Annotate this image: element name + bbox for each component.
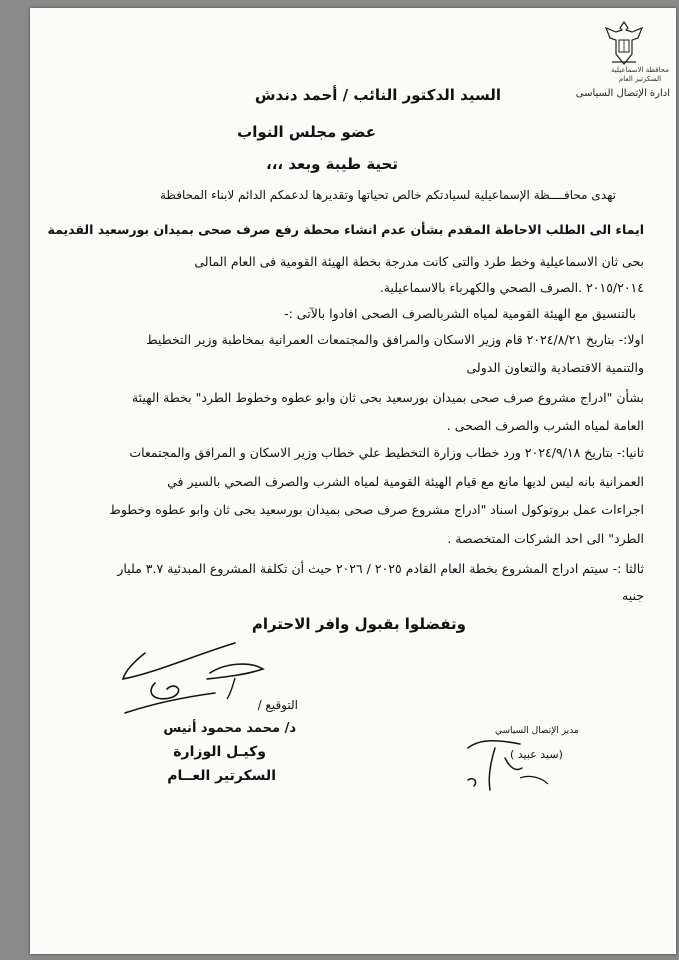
signatory-role-2: السكرتير العــام bbox=[167, 768, 276, 784]
first-point-line-1: اولا:- بتاريخ ٢٠٢٤/٨/٢١ قام وزير الاسكان والمرافق والمجتمعات العمرانية بمخاطبة وزير التخطيط bbox=[146, 332, 644, 347]
coordination-line: بالتنسيق مع الهيئة القومية لمياه الشربالصرف الصحى افادوا بالآتى :- bbox=[284, 306, 636, 321]
first-point-line-2: والتنمية الاقتصادية والتعاون الدولى bbox=[466, 360, 644, 375]
addressee-title: عضو مجلس النواب bbox=[237, 123, 376, 141]
political-liaison-name: (سيد عبيد ) bbox=[510, 748, 563, 761]
reference-line-1: ايماء الى الطلب الاحاطة المقدم بشأن عدم انشاء محطة رفع صرف صحى بميدان بورسعيد القديمة bbox=[47, 222, 644, 237]
first-point-line-4: العامة لمياه الشرب والصرف الصحى . bbox=[446, 418, 644, 433]
reference-line-3: ٢٠١٥/٢٠١٤ .الصرف الصحي والكهرباء بالاسماعيلية. bbox=[379, 280, 644, 295]
issuing-department bbox=[610, 66, 670, 84]
addressee-name: السيد الدكتور النائب / أحمد دندش bbox=[254, 86, 501, 104]
dept-line-1: محافظة الاسماعيلية bbox=[611, 66, 669, 74]
reference-line-2: بحى ثان الاسماعيلية وخط طرد والتى كانت مدرجة بخطة الهيئة القومية فى العام المالى bbox=[194, 254, 644, 269]
second-point-line-1: ثانيا:- بتاريخ ٢٠٢٤/٩/١٨ ورد خطاب وزارة التخطيط علي خطاب وزير الاسكان و المرافق والمجتمعات bbox=[129, 445, 644, 460]
initials-signature-icon bbox=[460, 728, 555, 798]
signatory-name: د/ محمد محمود أنيس bbox=[163, 721, 296, 736]
office-name: ادارة الإتصال السياسى bbox=[575, 88, 670, 99]
second-point-line-2: العمرانية بانه ليس لديها مانع مع قيام الهيئة القومية لمياه الشرب والصرف الصحي بالسير في bbox=[167, 474, 644, 489]
first-point-line-3: بشأن "ادراج مشروع صرف صحى بميدان بورسعيد بحى ثان وابو عطوه وخطوط الطرد" بخطة الهيئة bbox=[131, 390, 644, 405]
document-page bbox=[30, 8, 676, 954]
dept-line-2: السكرتير العام bbox=[618, 75, 662, 83]
intro-line: تهدى محافــــظة الإسماعيلية لسيادتكم خالص تحياتها وتقديرها لدعمكم الدائم لابناء المحافظة bbox=[159, 188, 616, 202]
second-point-line-4: الطرد" الى احد الشركات المتخصصة . bbox=[447, 531, 644, 546]
handwritten-signature-icon bbox=[115, 633, 275, 728]
closing-line: وتفضلوا بقبول وافر الاحترام bbox=[251, 615, 466, 633]
third-point-line-1: ثالثا :- سيتم ادراج المشروع بخطة العام القادم ٢٠٢٥ / ٢٠٢٦ حيث أن تكلفة المشروع المبدئية ٣.٧ مليار bbox=[117, 561, 644, 576]
third-point-line-2: جنيه bbox=[622, 588, 644, 603]
second-point-line-3: اجراءات عمل بروتوكول اسناد "ادراج مشروع صرف صحى بميدان بورسعيد بحى ثان وابو عطوه وخطوط bbox=[109, 502, 644, 517]
political-liaison-title: مدير الإتصال السياسي bbox=[495, 726, 579, 736]
signatory-role-1: وكيـل الوزارة bbox=[173, 744, 266, 760]
greeting: تحية طيبة وبعد ،،، bbox=[266, 155, 398, 173]
eagle-emblem-icon bbox=[602, 18, 646, 68]
signature-label: التوقيع / bbox=[257, 698, 298, 712]
